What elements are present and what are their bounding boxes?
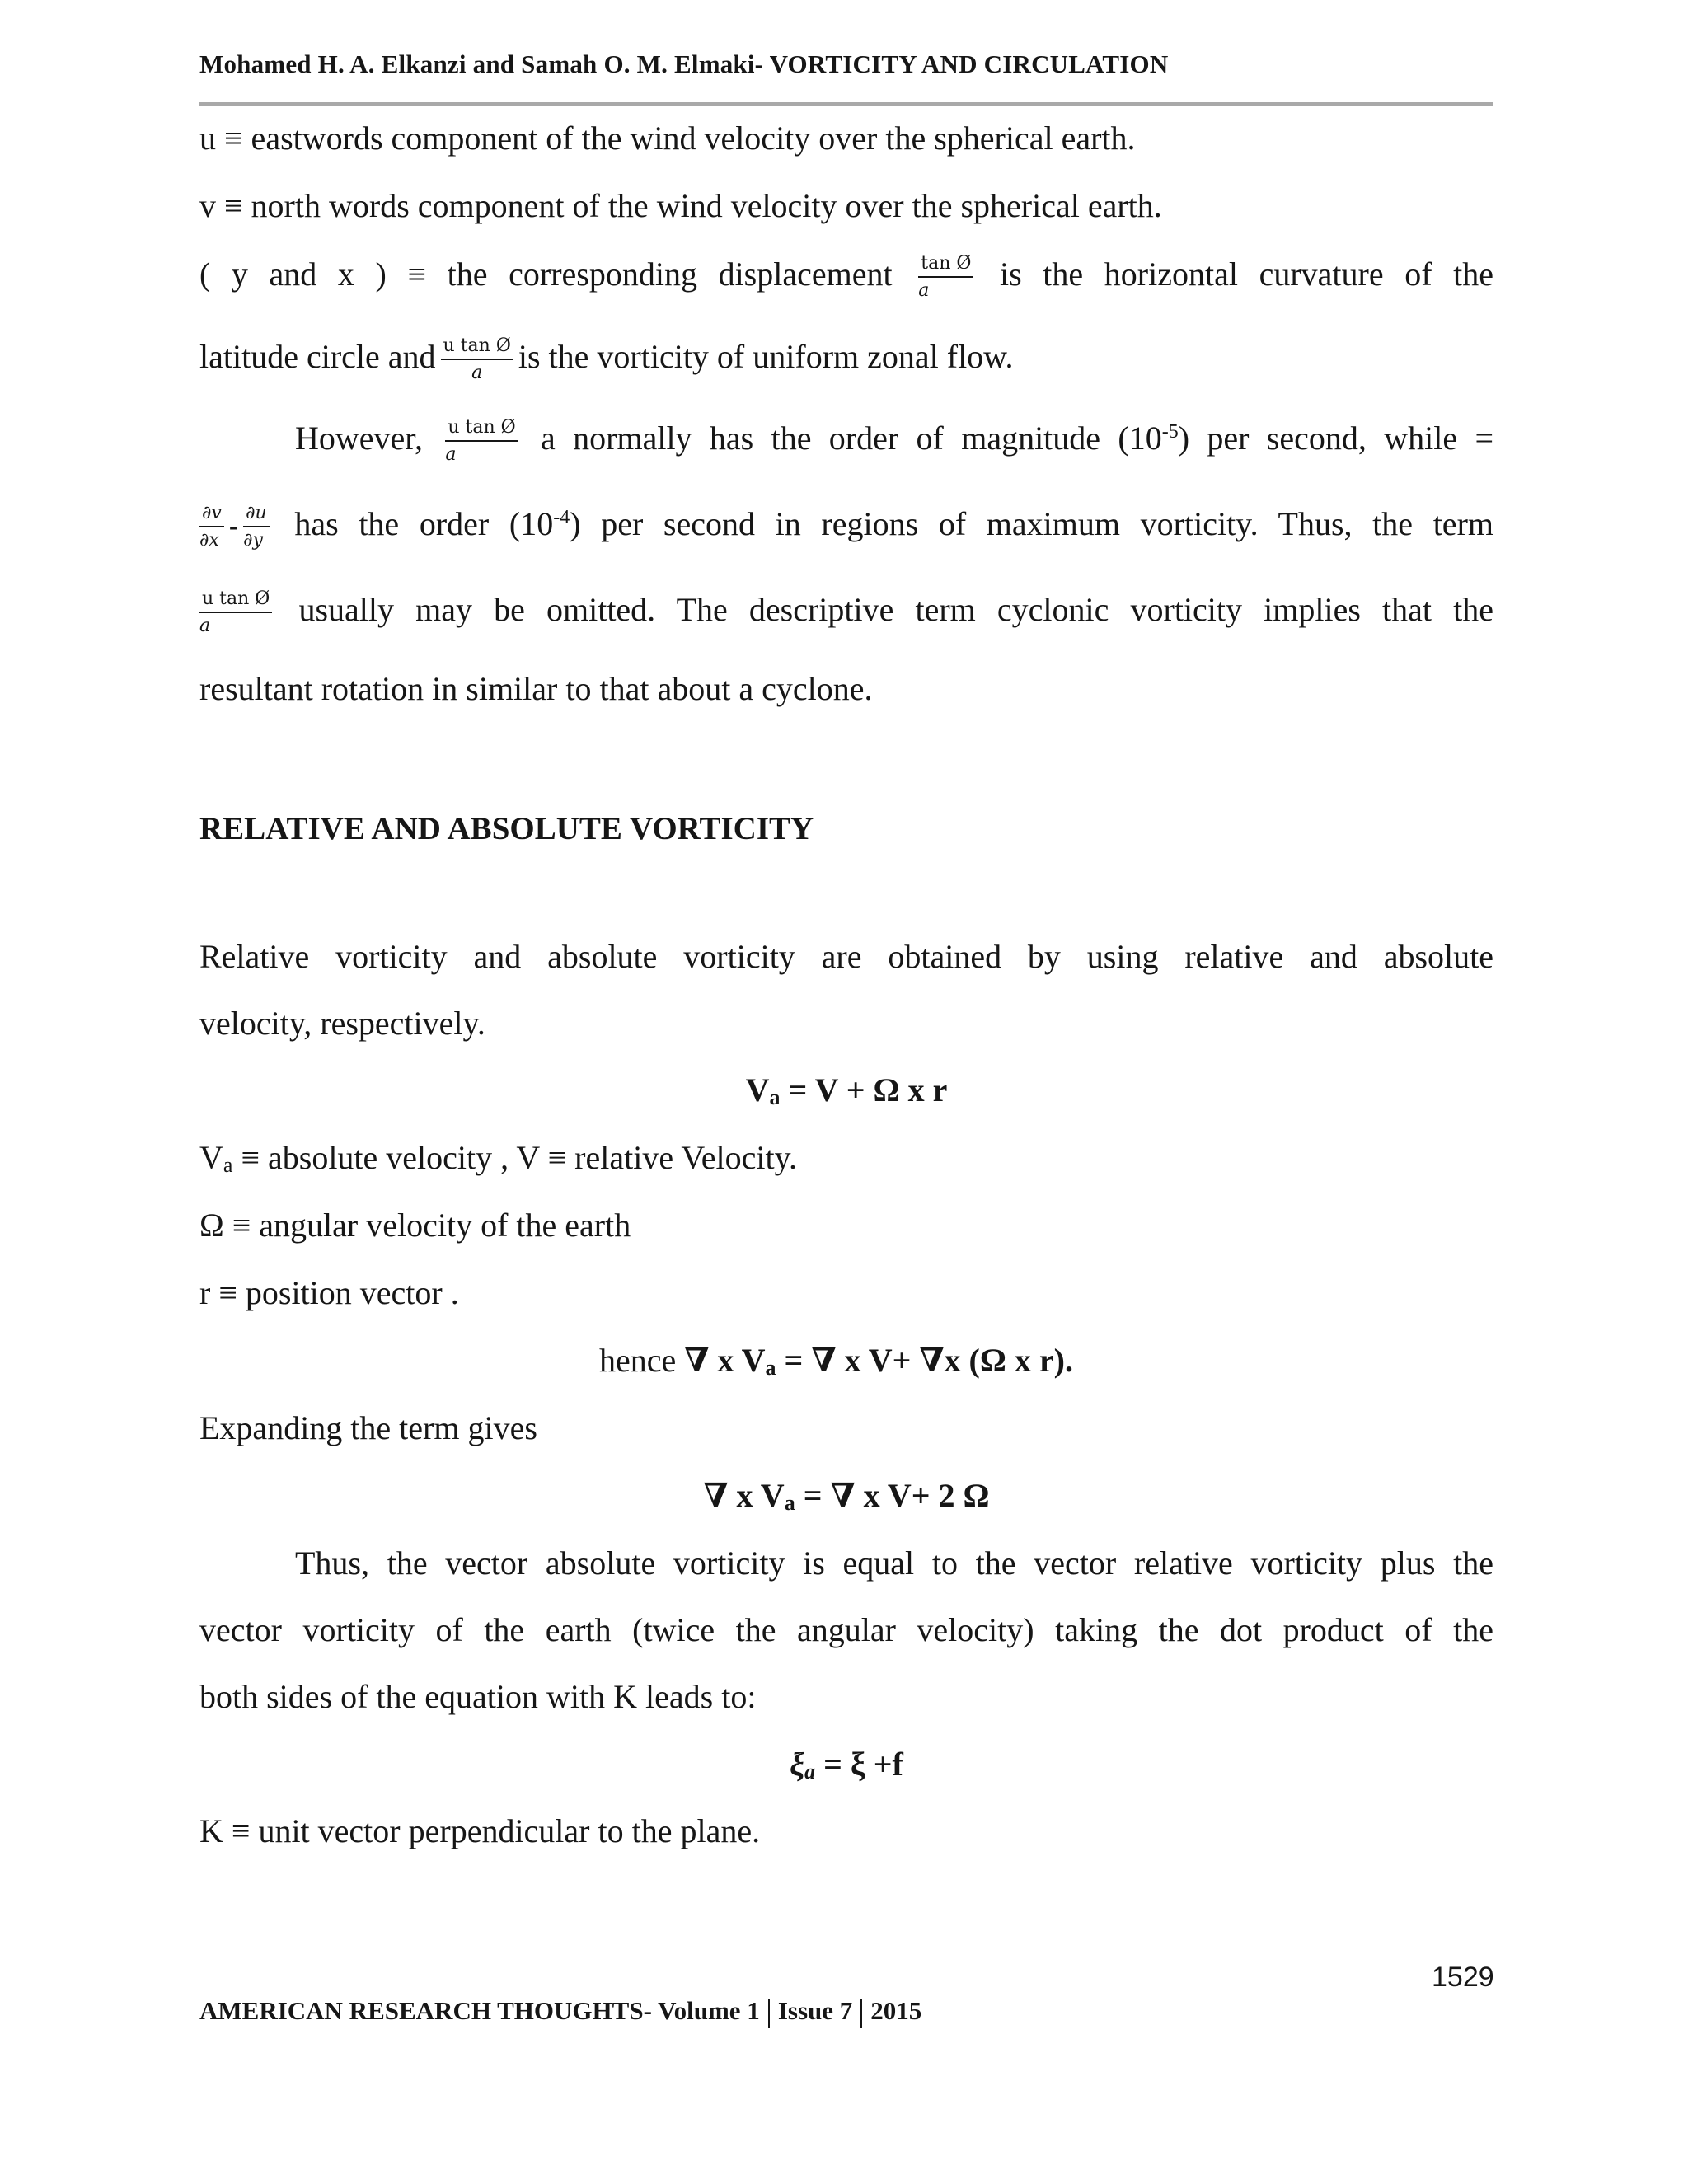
- para1-l2-pre: has the order (10: [294, 505, 554, 542]
- def-omega: Ω ≡ angular velocity of the earth: [199, 1207, 631, 1244]
- eq-curl: [684, 1342, 1073, 1379]
- utan-phi-over-a: [445, 419, 518, 464]
- frac-den: a: [918, 280, 930, 302]
- def-yx-pre: ( y and x ) ≡ the corresponding displacement: [199, 255, 893, 293]
- para2-line1: Relative vorticity and absolute vorticity are obtained by using relative and absolute: [199, 938, 1493, 975]
- exponent: -5: [1161, 421, 1179, 443]
- equation-curl-expanded: [199, 1475, 1493, 1516]
- equation-hence: [599, 1340, 1073, 1381]
- va-subscript: a: [223, 1153, 233, 1177]
- utan-phi-over-a: [199, 590, 272, 635]
- para3-line3: both sides of the equation with K leads to:: [199, 1678, 757, 1715]
- eq-rest: = ξ +f: [815, 1746, 903, 1783]
- dv-over-dx: [199, 504, 224, 550]
- expanding-line: Expanding the term gives: [199, 1409, 537, 1446]
- def-u: u ≡ eastwords component of the wind velocity over the spherical earth.: [199, 120, 1136, 157]
- footer-year: 2015: [870, 1996, 922, 2025]
- para3-line2: vector vorticity of the earth (twice the angular velocity) taking the dot product of the: [199, 1611, 1493, 1648]
- eq-subscript: a: [769, 1085, 781, 1109]
- xi-subscript: a: [804, 1760, 816, 1783]
- frac-num: u tan Ø: [199, 590, 272, 613]
- hence-word: hence: [599, 1342, 685, 1379]
- para2-line2: velocity, respectively.: [199, 1005, 485, 1042]
- def-v: v ≡ north words component of the wind velocity over the spherical earth.: [199, 187, 1162, 224]
- para1-l2-text: [294, 505, 1493, 542]
- frac-num: u tan Ø: [445, 419, 518, 442]
- def-r: r ≡ position vector .: [199, 1274, 459, 1311]
- footer-issue: Issue 7: [777, 1996, 853, 2025]
- exponent: -4: [553, 507, 570, 528]
- dv-symbol: ∂v: [202, 503, 222, 524]
- footer-divider: [860, 1999, 862, 2028]
- para3-line1: Thus, the vector absolute vorticity is equal to the vector relative vorticity plus the: [295, 1544, 1493, 1582]
- para1-line4: resultant rotation in similar to that about a cyclone.: [199, 670, 873, 707]
- du-symbol: ∂u: [246, 503, 267, 524]
- eq-subscript: a: [765, 1356, 776, 1380]
- def-lat-pre: latitude circle and: [199, 338, 436, 375]
- para1-line3: [199, 589, 1493, 635]
- def-k: K ≡ unit vector perpendicular to the plane.: [199, 1812, 761, 1849]
- para1-however: However,: [295, 419, 423, 457]
- eq-part-b: = ∇ x V+ ∇x (Ω x r).: [776, 1342, 1073, 1379]
- frac-den: a: [471, 363, 483, 384]
- frac-den: a: [199, 616, 211, 637]
- footer-citation: [199, 1996, 921, 2028]
- def-va: [199, 1137, 797, 1179]
- para1-mid: [541, 419, 1493, 457]
- dv-dx-minus-du-dy: [199, 503, 294, 551]
- def-lat: [199, 336, 1013, 382]
- frac-den: ∂x: [199, 530, 219, 551]
- utan-phi-over-a: [441, 337, 513, 382]
- va-symbol: V: [199, 1139, 223, 1176]
- eq-part-a: ∇ x V: [703, 1477, 785, 1514]
- para1-l3-text: usually may be omitted. The descriptive term cyclonic vorticity implies that the: [298, 591, 1494, 628]
- para1-mid-text: a normally has the order of magnitude (10: [541, 419, 1162, 457]
- para1-line2: [199, 504, 1493, 550]
- def-yx-post: is the horizontal curvature of the: [1000, 255, 1494, 293]
- tan-phi-over-a: [918, 255, 973, 300]
- frac-num: tan Ø: [918, 255, 973, 278]
- footer-divider: [768, 1999, 770, 2028]
- equation-absolute-vorticity: [199, 1744, 1493, 1785]
- eq-rhs: = V + Ω x r: [780, 1071, 948, 1108]
- frac-num: [243, 504, 270, 527]
- frac-num: [199, 504, 224, 527]
- frac-den: ∂y: [243, 530, 263, 551]
- para1-line1: [295, 418, 1493, 464]
- page-number: 1529: [1432, 1961, 1494, 1993]
- eq-subscript: a: [784, 1491, 795, 1515]
- minus-sign: -: [228, 511, 239, 541]
- xi-symbol: ξ: [790, 1746, 805, 1783]
- para1-l2-post: ) per second in regions of maximum vorticity. Thus, the term: [570, 505, 1493, 542]
- va-definition: ≡ absolute velocity , V ≡ relative Velocity.: [232, 1139, 798, 1176]
- equation-absolute-velocity: [199, 1070, 1493, 1111]
- def-yx: [199, 254, 1493, 300]
- running-head: Mohamed H. A. Elkanzi and Samah O. M. Elmaki- VORTICITY AND CIRCULATION: [199, 49, 1169, 78]
- frac-den: a: [445, 444, 457, 466]
- para1-post: ) per second, while =: [1178, 419, 1494, 457]
- footer-journal: AMERICAN RESEARCH THOUGHTS- Volume 1: [199, 1996, 760, 2025]
- eq-lhs: V: [745, 1071, 770, 1108]
- section-heading: RELATIVE AND ABSOLUTE VORTICITY: [199, 811, 814, 846]
- def-lat-post: is the vorticity of uniform zonal flow.: [518, 338, 1014, 375]
- eq-part-b: = ∇ x V+ 2 Ω: [795, 1477, 990, 1514]
- header-rule: [199, 102, 1493, 106]
- eq-part-a: ∇ x V: [684, 1342, 766, 1379]
- du-over-dy: [243, 504, 270, 550]
- frac-num: u tan Ø: [441, 337, 513, 360]
